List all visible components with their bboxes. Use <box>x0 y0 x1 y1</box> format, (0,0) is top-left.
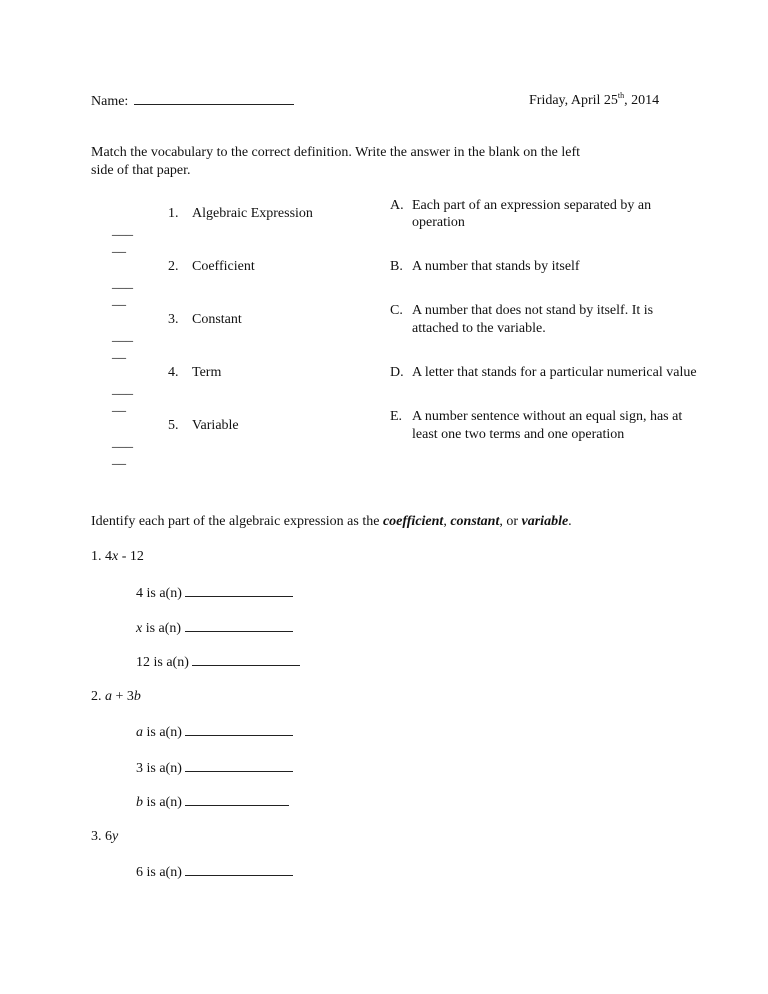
definition-text-line2: attached to the variable. <box>412 321 546 336</box>
answer-blank-1-bottom[interactable]: __ <box>112 240 126 255</box>
identify-sep1: , <box>443 514 451 529</box>
answer-term: b <box>136 795 143 810</box>
name-label: Name: <box>91 94 129 109</box>
word-constant: constant <box>450 514 500 529</box>
matching-instructions-line2: side of that paper. <box>91 163 191 178</box>
answer-term: a <box>136 725 143 740</box>
problem-3-heading <box>91 828 118 845</box>
definition-letter: D. <box>390 365 404 380</box>
is-text: is a(n) <box>143 795 186 810</box>
answer-blank-5-top[interactable]: ___ <box>112 435 133 450</box>
answer-blank[interactable] <box>185 723 293 736</box>
answer-blank-4-top[interactable]: ___ <box>112 382 133 397</box>
expr-part: x <box>112 549 119 564</box>
expr-part: a <box>105 689 112 704</box>
answer-blank-2-top[interactable]: ___ <box>112 276 133 291</box>
answer-blank-3-bottom[interactable]: __ <box>112 346 126 361</box>
definition-text-line1: Each part of an expression separated by an <box>412 198 652 213</box>
term-item <box>168 258 255 275</box>
definition-text-line1: A number sentence without an equal sign, has at <box>412 409 683 424</box>
answer-term: 3 <box>136 761 143 776</box>
problem-2-heading <box>91 688 141 705</box>
problem-number: 2. <box>91 689 102 704</box>
matching-instructions-line1: Match the vocabulary to the correct definition. Write the answer in the blank on the left <box>91 145 581 160</box>
expr-part: 6 <box>105 829 112 844</box>
answer-row <box>136 863 293 881</box>
date-prefix: Friday, April 25 <box>529 93 618 108</box>
answer-term: 6 <box>136 865 143 880</box>
term-number: 1. <box>168 206 179 221</box>
is-text: is a(n) <box>143 761 186 776</box>
definition-text-line2: least one two terms and one operation <box>412 427 625 442</box>
term-label: Constant <box>192 312 242 327</box>
answer-term: 12 <box>136 655 150 670</box>
answer-term: 4 <box>136 586 143 601</box>
definition-letter: A. <box>390 198 404 213</box>
word-variable: variable <box>521 514 569 529</box>
answer-row <box>136 723 293 741</box>
expr-part: y <box>112 829 119 844</box>
name-blank[interactable] <box>134 92 294 105</box>
term-item <box>168 417 239 434</box>
answer-blank-2-bottom[interactable]: __ <box>112 293 126 308</box>
name-label-row <box>91 92 294 110</box>
date-sup: th <box>617 91 625 100</box>
answer-blank[interactable] <box>185 793 289 806</box>
answer-blank-3-top[interactable]: ___ <box>112 329 133 344</box>
identify-intro-end: . <box>568 514 572 529</box>
answer-blank[interactable] <box>185 584 293 597</box>
identify-sep2: , or <box>499 514 522 529</box>
date-suffix: , 2014 <box>624 93 660 108</box>
answer-row <box>136 619 293 637</box>
expr-part: + 3 <box>112 689 134 704</box>
term-number: 3. <box>168 312 179 327</box>
answer-blank[interactable] <box>185 619 293 632</box>
answer-blank-4-bottom[interactable]: __ <box>112 399 126 414</box>
expr-part: b <box>133 689 141 704</box>
term-number: 4. <box>168 365 179 380</box>
answer-blank-5-bottom[interactable]: __ <box>112 452 126 467</box>
term-label: Term <box>192 365 222 380</box>
answer-blank[interactable] <box>185 863 293 876</box>
answer-blank-1-top[interactable]: ___ <box>112 223 133 238</box>
expr-part: - 12 <box>118 549 144 564</box>
expr-part: 4 <box>105 549 112 564</box>
term-item <box>168 205 313 222</box>
answer-term: x <box>136 621 143 636</box>
is-text: is a(n) <box>143 865 186 880</box>
definition-text-line1: A letter that stands for a particular numerical value <box>412 365 697 380</box>
definition-text-line1: A number that does not stand by itself. It is <box>412 303 654 318</box>
answer-row <box>136 759 293 777</box>
answer-blank[interactable] <box>185 759 293 772</box>
identify-intro-prefix: Identify each part of the algebraic expression as the <box>91 514 383 529</box>
term-label: Algebraic Expression <box>192 206 313 221</box>
term-label: Variable <box>192 418 239 433</box>
term-label: Coefficient <box>192 259 255 274</box>
definition-text-line2: operation <box>412 215 465 230</box>
is-text: is a(n) <box>143 586 186 601</box>
definition-letter: C. <box>390 303 403 318</box>
term-number: 2. <box>168 259 179 274</box>
answer-row <box>136 584 293 602</box>
term-item <box>168 311 242 328</box>
problem-1-heading <box>91 548 144 565</box>
problem-number: 3. <box>91 829 102 844</box>
word-coefficient: coefficient <box>382 514 444 529</box>
is-text: is a(n) <box>142 621 185 636</box>
problem-number: 1. <box>91 549 102 564</box>
is-text: is a(n) <box>150 655 193 670</box>
term-item <box>168 364 221 381</box>
answer-row <box>136 793 289 811</box>
date <box>529 92 659 109</box>
is-text: is a(n) <box>143 725 186 740</box>
definition-letter: E. <box>390 409 403 424</box>
answer-row <box>136 653 300 671</box>
identify-instructions <box>91 513 572 530</box>
term-number: 5. <box>168 418 179 433</box>
definition-text-line1: A number that stands by itself <box>412 259 580 274</box>
answer-blank[interactable] <box>192 653 300 666</box>
definition-letter: B. <box>390 259 403 274</box>
